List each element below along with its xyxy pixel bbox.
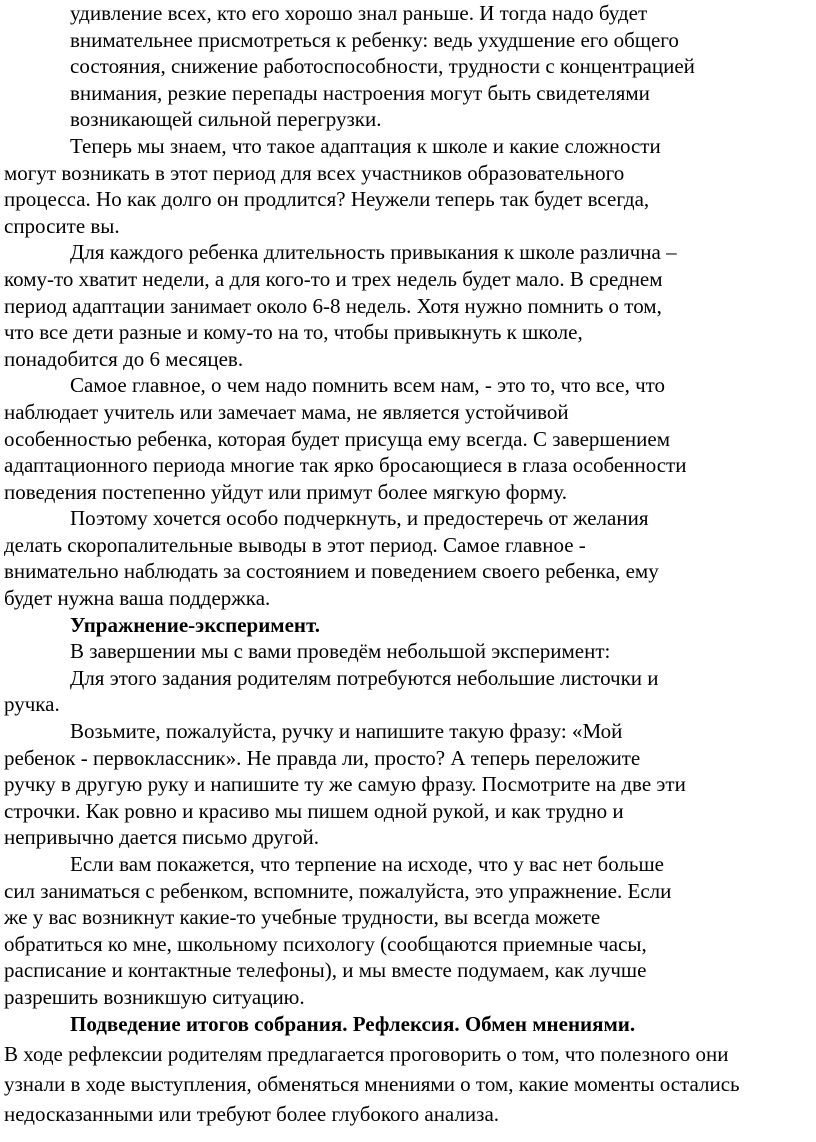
paragraph-continuation: удивление всех, кто его хорошо знал раньше. И тогда надо будет внимательнее присмотреться к ребенку: ведь ухудшение его общего состояния, снижение работоспособности, трудности с концентрацией внимания, резкие перепады настроения могут быть свидетелями возникающей сильной перегрузки. [70,1,695,132]
heading-exercise: Упражнение-эксперимент. [70,612,321,637]
paragraph-materials: Для этого задания родителям потребуются небольшие листочки и ручка. [4,665,659,717]
paragraph-main-point: Самое главное, о чем надо помнить всем нам, - это то, что все, что наблюдает учитель или замечает мама, не является устойчивой особенностью ребенка, которая будет присуща ему всегда. С завершением адаптационного периода многие так ярко бросающиеся в глаза особенности поведения постепенно уйдут или примут более мягкую форму. [4,373,687,504]
heading-summary: Подведение итогов собрания. Рефлексия. Обмен мнениями. [70,1011,636,1036]
document-page [4,0,804,1129]
paragraph-reflection: В ходе рефлексии родителям предлагается проговорить о том, что полезного они узнали в ходе выступления, обменяться мнениями о том, какие моменты остались недосказанными или требуют более глубокого анализа. [4,1042,740,1127]
paragraph-reminder: Если вам покажется, что терпение на исходе, что у вас нет больше сил заниматься с ребенком, вспомните, пожалуйста, это упражнение. Если же у вас возникнут какие-то учебные трудности, вы всегда можете обратиться ко мне, школьному психологу (сообщаются приемные часы, расписание и контактные телефоны), и мы вместе подумаем, как лучше разрешить возникшую ситуацию. [4,852,672,1009]
paragraph-experiment-intro: В завершении мы с вами проведём небольшой эксперимент: [70,639,611,664]
paragraph-instructions: Возьмите, пожалуйста, ручку и напишите такую фразу: «Мой ребенок - первоклассник». Не правда ли, просто? А теперь переложите ручку в другую руку и напишите ту же самую фразу. Посмотрите на две эти строчки. Как ровно и красиво мы пишем одной рукой, и как трудно и непривычно дается письмо другой. [4,719,686,850]
paragraph-warning: Поэтому хочется особо подчеркнуть, и предостеречь от желания делать скоропалительные выводы в этот период. Самое главное - внимательно наблюдать за состоянием и поведением своего ребенка, ему будет нужна ваша поддержка. [4,506,659,611]
paragraph-adaptation-duration: Для каждого ребенка длительность привыкания к школе различна – кому-то хватит недели, а для кого-то и трех недель будет мало. В среднем период адаптации занимает около 6-8 недель. Хотя нужно помнить о том, что все дети разные и кому-то на то, чтобы привыкнуть к школе, понадобится до 6 месяцев. [4,240,677,371]
paragraph-adaptation-question: Теперь мы знаем, что такое адаптация к школе и какие сложности могут возникать в этот период для всех участников образовательного процесса. Но как долго он продлится? Неужели теперь так будет всегда, спросите вы. [4,133,661,238]
